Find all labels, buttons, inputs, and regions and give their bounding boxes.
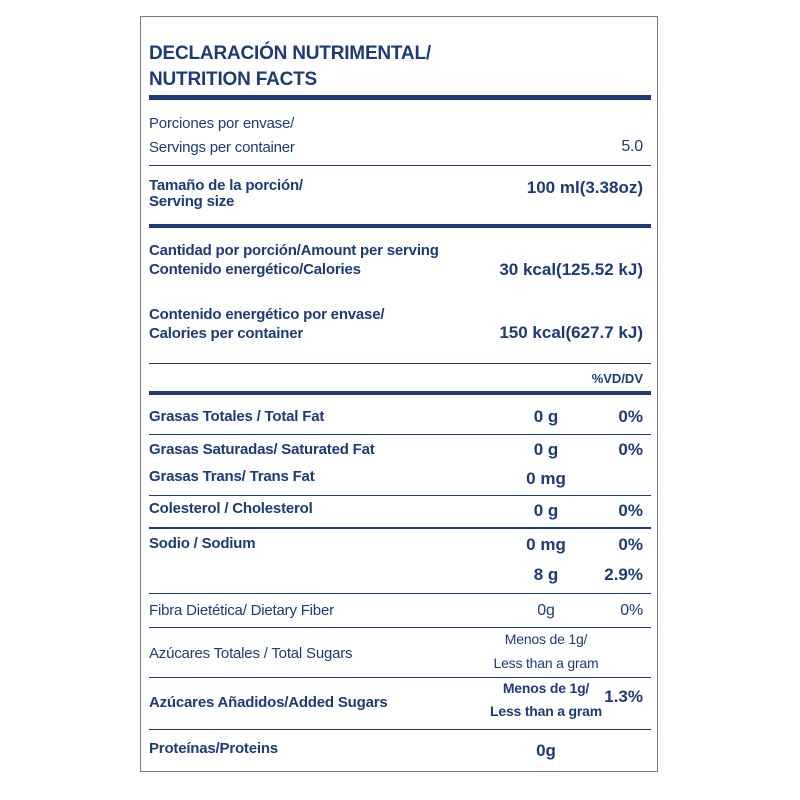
calories-container-line-1: Contenido energético por envase/ (149, 306, 385, 323)
protein-amount: 0g (536, 741, 556, 760)
nutrient-label-cholesterol: Colesterol / Cholesterol (149, 500, 313, 517)
serving-size-label-en: Serving size (149, 193, 235, 210)
servings-value: 5.0 (621, 138, 643, 155)
title-divider (149, 95, 651, 100)
calories-per-serving-value: 30 kcal(125.52 kJ) (499, 260, 643, 279)
added-sugars-amount-line-2: Less than a gram (490, 703, 602, 719)
nutrient-dv-sodium: 0% (618, 535, 643, 554)
divider (149, 527, 651, 529)
nutrient-dv-total-fat: 0% (618, 407, 643, 426)
divider (149, 363, 651, 364)
servings-label-en: Servings per container (149, 139, 295, 156)
total-sugars-amount-line-2: Less than a gram (493, 655, 599, 671)
title-line-2: NUTRITION FACTS (149, 69, 317, 90)
dv-divider (149, 391, 651, 395)
amount-per-serving-line-2: Contenido energético/Calories (149, 261, 361, 278)
nutrient-amount-cholesterol: 0 g (533, 501, 559, 520)
nutrient-amount-saturated-fat: 0 g (533, 440, 559, 459)
protein-label: Proteínas/Proteins (149, 740, 278, 757)
nutrient-amount-trans-fat: 0 mg (526, 469, 566, 488)
fiber-dv: 0% (620, 602, 643, 619)
nutrient-label-trans-fat: Grasas Trans/ Trans Fat (149, 468, 315, 485)
divider (149, 165, 651, 166)
divider (149, 677, 651, 678)
nutrient-dv-cholesterol: 0% (618, 501, 643, 520)
added-sugars-dv: 1.3% (604, 687, 643, 706)
serving-size-label-es: Tamaño de la porción/ (149, 177, 303, 194)
nutrient-label-sodium: Sodio / Sodium (149, 535, 256, 552)
divider (149, 729, 651, 730)
total-sugars-label: Azúcares Totales / Total Sugars (149, 645, 353, 662)
nutrient-label-saturated-fat: Grasas Saturadas/ Saturated Fat (149, 441, 375, 458)
nutrient-amount-carbs: 8 g (533, 565, 559, 584)
calories-per-container-value: 150 kcal(627.7 kJ) (499, 323, 643, 342)
added-sugars-amount-line-1: Menos de 1g/ (502, 680, 590, 696)
divider (149, 434, 651, 435)
title-line-1: DECLARACIÓN NUTRIMENTAL/ (149, 43, 431, 64)
fiber-amount: 0g (537, 602, 555, 619)
calories-container-line-2: Calories per container (149, 325, 303, 342)
nutrient-amount-sodium: 0 mg (526, 535, 566, 554)
nutrient-label-total-fat: Grasas Totales / Total Fat (149, 408, 325, 425)
divider (149, 627, 651, 628)
serving-divider (149, 224, 651, 228)
divider (149, 495, 651, 496)
fiber-label: Fibra Dietética/ Dietary Fiber (149, 602, 334, 619)
added-sugars-label: Azúcares Añadidos/Added Sugars (149, 694, 388, 711)
servings-label-es: Porciones por envase/ (149, 115, 295, 132)
nutrient-dv-carbs: 2.9% (604, 565, 643, 584)
total-sugars-amount-line-1: Menos de 1g/ (504, 631, 588, 647)
nutrient-dv-saturated-fat: 0% (618, 440, 643, 459)
nutrient-amount-total-fat: 0 g (533, 407, 559, 426)
dv-header: %VD/DV (591, 371, 643, 386)
serving-size-value: 100 ml(3.38oz) (526, 178, 643, 197)
amount-per-serving-line-1: Cantidad por porción/Amount per serving (149, 242, 439, 259)
divider (149, 593, 651, 594)
nutrition-facts-panel (140, 16, 658, 772)
